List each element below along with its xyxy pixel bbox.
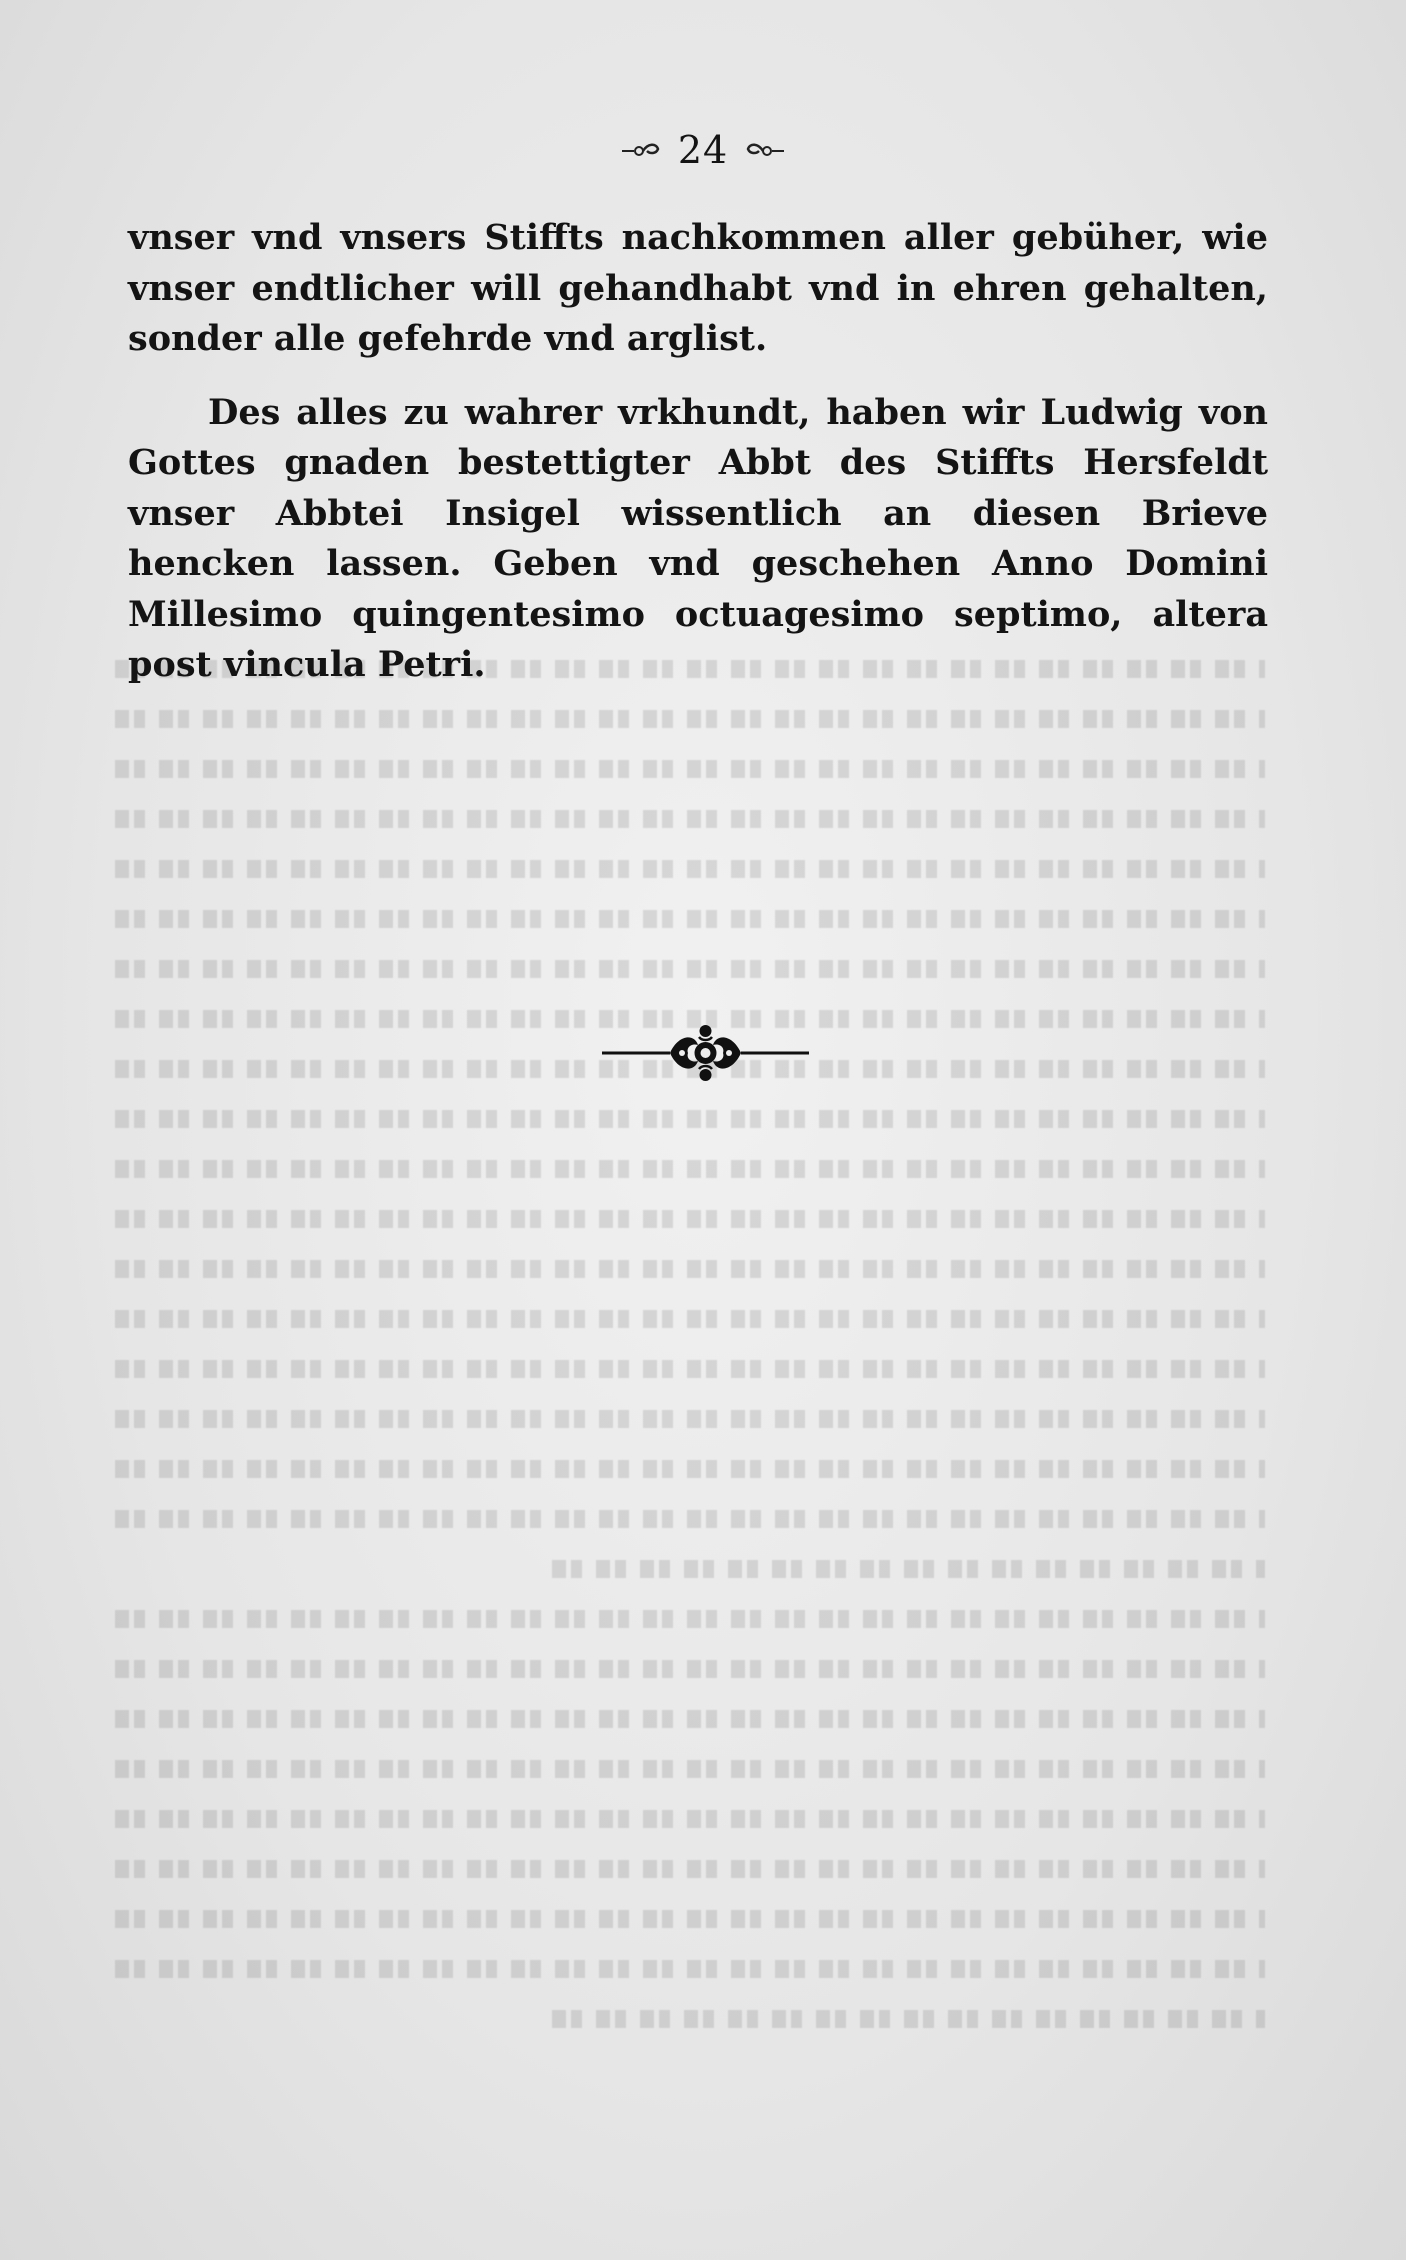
body-text <box>128 213 1268 691</box>
page-header <box>0 128 1406 172</box>
page-number: 24 <box>677 128 729 172</box>
bleed-through-text <box>115 660 1265 2080</box>
paragraph-attestation: Des alles zu wahrer vrkhundt, haben wir Ludwig von Gottes gnaden bestettigter Abbt des Stiffts Hersfeldt vnser Abbtei Insigel wissentlich an diesen Brieve hencken lassen. Geben vnd geschehen Anno Domini Millesimo quingentesimo octuagesimo septimo, altera post vincula Petri. <box>128 391 1268 685</box>
fleuron-divider-icon <box>598 1013 813 1093</box>
header-ornament-right-icon <box>746 140 786 168</box>
paragraph-closing-clause: vnser vnd vnsers Stiffts nachkommen aller gebüher, wie vnser endtlicher will gehandhabt vnd in ehren gehalten, sonder alle gefehrde vnd arglist. <box>128 217 1268 359</box>
header-ornament-left-icon <box>620 140 660 168</box>
